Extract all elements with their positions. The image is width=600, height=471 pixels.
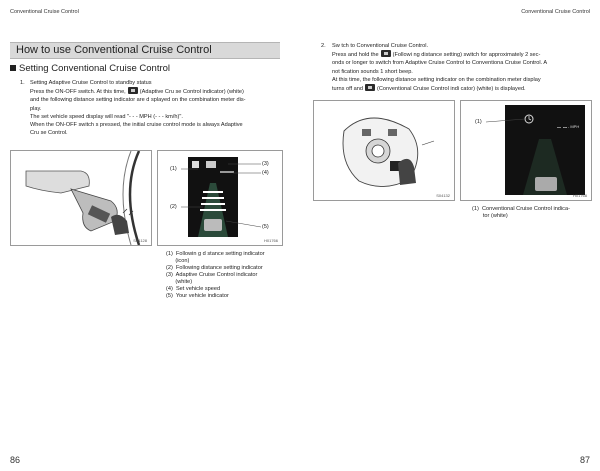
figure-steering-lever	[10, 150, 152, 246]
callout-1: (1)	[475, 119, 482, 125]
running-header-right: Conventional Cruise Control	[521, 9, 590, 15]
conventional-cruise-indicator-icon	[365, 84, 375, 91]
callout-2: (2)	[170, 204, 177, 210]
figure-captions: (1) Conventional Cruise Control indica- tor (white)	[472, 206, 570, 219]
page-number-right: 87	[579, 455, 590, 465]
step-1-text: Setting Adaptive Cruise Control to standby status Press the ON-OFF switch. At this time, (Adaptive Cru se Control indicator) (white) and the following distance setting indicator are d splayed on the combination meter dis- play. The set vehicle speed display will read "- - - MPH (- - - km/h)". When the ON-OFF switch s pressed, the initial cruise control mode is always Adaptive Cru se Control.	[30, 80, 246, 137]
section-title: How to use Conventional Cruise Control	[16, 44, 212, 56]
meter-speed-readout: - - - MPH	[563, 124, 580, 129]
figure-id: H01768	[572, 193, 587, 198]
figure-meter-conventional	[460, 100, 592, 201]
figure-id: H01766	[263, 238, 278, 243]
step-2-number: 2.	[321, 43, 326, 49]
figure-id: S04132	[436, 193, 450, 198]
figure-meter-display	[157, 150, 283, 246]
callout-4: (4)	[262, 170, 269, 176]
following-distance-switch-icon	[381, 50, 391, 57]
running-header-left: Conventional Cruise Control	[10, 9, 79, 15]
figure-steering-switch	[313, 100, 455, 201]
figure-id: S04128	[133, 238, 147, 243]
step-2-text: Sw tch to Conventional Cruise Control. Press and hold the (Followi ng distance setting) switch for approximately 2 sec- onds or longer to switch from Adaptive Cruise Control to Conventiona Cruise Control. A not fication sounds 1 short beep. At this time, the following distance setting indicator on the combination meter display turns off and (Conventional Cruise Control indi cator) (white) is displayed.	[332, 43, 548, 93]
section-title-bar	[10, 42, 280, 59]
callout-5: (5)	[262, 224, 269, 230]
figure-captions: (1) Followin g d stance setting indicator (icon) (2) Following distance setting indicator (3) Adaptive Cruise Control indicator (white) (4) Set vehicle speed (5) Your vehicle indicator	[166, 251, 265, 299]
adaptive-cruise-indicator-icon	[128, 87, 138, 94]
page-number-left: 86	[10, 455, 21, 465]
steering-lever-illustration	[11, 151, 151, 245]
callout-3: (3)	[262, 161, 269, 167]
callout-leaders	[158, 151, 282, 245]
callout-leaders	[461, 101, 591, 200]
subsection-title: Setting Conventional Cruise Control	[10, 63, 170, 74]
square-bullet-icon	[10, 65, 16, 71]
steering-switch-illustration	[314, 101, 454, 200]
callout-1: (1)	[170, 166, 177, 172]
step-1-number: 1.	[20, 80, 25, 86]
